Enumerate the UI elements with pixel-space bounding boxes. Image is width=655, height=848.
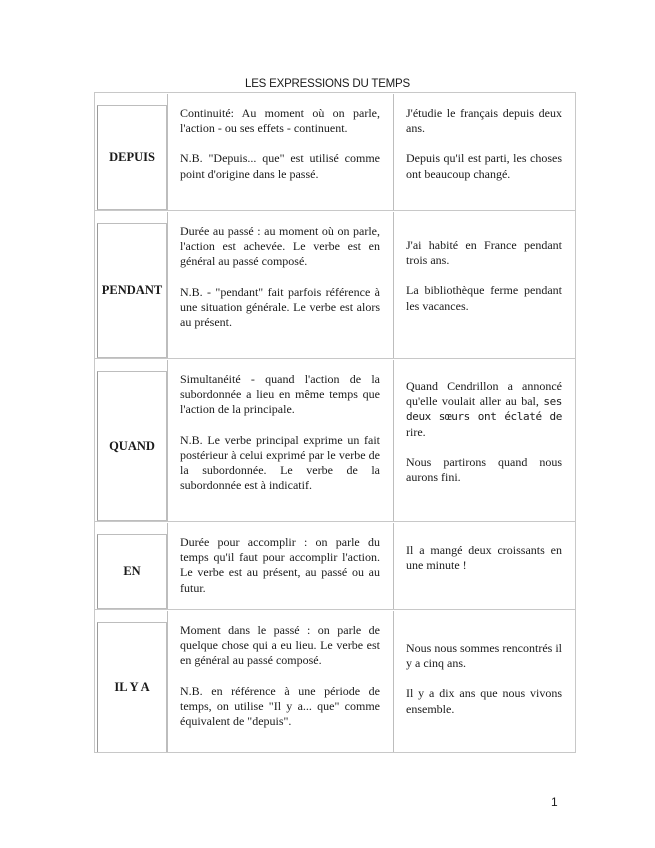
- example-cell: [393, 212, 574, 358]
- definition-text: Durée au passé : au moment où on parle, l'action est achevée. Le verbe est en général au passé composé.: [180, 224, 380, 269]
- example-text: Il a mangé deux croissants en une minute !: [406, 543, 562, 573]
- table-row: [95, 92, 575, 210]
- example-cell: [393, 523, 574, 609]
- expressions-table: [94, 92, 576, 753]
- example-text: Il y a dix ans que nous vivons ensemble.: [406, 686, 562, 716]
- example-text: [406, 379, 562, 440]
- row-label: PENDANT: [97, 223, 167, 358]
- table-row: [95, 358, 575, 521]
- definition-note: N.B. en référence à une période de temps, on utilise "Il y a... que" comme équivalent de "depuis".: [180, 683, 380, 729]
- definition-cell: [167, 94, 392, 210]
- definition-cell: [167, 212, 392, 358]
- table-row: [95, 210, 575, 358]
- example-text: J'ai habité en France pendant trois ans.: [406, 238, 562, 268]
- example-text: Nous partirons quand nous aurons fini.: [406, 454, 562, 485]
- row-label: EN: [97, 534, 167, 609]
- table-row: [95, 609, 575, 753]
- example-text: J'étudie le français depuis deux ans.: [406, 106, 562, 136]
- definition-cell: [167, 360, 392, 521]
- example-text-part: ses deux sœurs ont éclaté de: [406, 395, 563, 424]
- example-text: La bibliothèque ferme pendant les vacances.: [406, 283, 562, 313]
- table-bottom-border: [95, 752, 575, 753]
- definition-text: Simultanéité - quand l'action de la subordonnée a lieu en même temps que l'action de la principale.: [180, 372, 380, 417]
- definition-note: N.B. "Depuis... que" est utilisé comme point d'origine dans le passé.: [180, 151, 380, 181]
- example-cell: [393, 94, 574, 210]
- definition-text: Continuité: Au moment où on parle, l'action - ou ses effets - continuent.: [180, 106, 380, 136]
- example-cell: [393, 360, 574, 521]
- row-label: IL Y A: [97, 622, 167, 753]
- row-label: QUAND: [97, 371, 167, 521]
- definition-cell: [167, 523, 392, 609]
- row-label: DEPUIS: [97, 105, 167, 210]
- definition-text: Durée pour accomplir : on parle du temps qu'il faut pour accomplir l'action. Le verbe est au présent, au passé ou au futur.: [180, 535, 380, 595]
- page-title: LES EXPRESSIONS DU TEMPS: [245, 78, 410, 90]
- definition-note: N.B. - "pendant" fait parfois référence à une situation générale. Le verbe est alors au présent.: [180, 284, 380, 330]
- definition-cell: [167, 611, 392, 753]
- definition-note: N.B. Le verbe principal exprime un fait postérieur à celui exprimé par le verbe de la subordonnée. Le verbe de la subordonnée est à indicatif.: [180, 432, 380, 493]
- page-number: 1: [551, 795, 558, 809]
- example-text: Depuis qu'il est parti, les choses ont beaucoup changé.: [406, 151, 562, 181]
- table-row: [95, 521, 575, 609]
- example-text-part: Quand Cendrillon a annoncé qu'elle voulait aller au bal,: [406, 379, 562, 409]
- example-cell: [393, 611, 574, 753]
- definition-text: Moment dans le passé : on parle de quelque chose qui a eu lieu. Le verbe est en général au passé composé.: [180, 623, 380, 668]
- example-text: Nous nous sommes rencontrés il y a cinq ans.: [406, 641, 562, 671]
- example-text-part: rire.: [406, 424, 426, 439]
